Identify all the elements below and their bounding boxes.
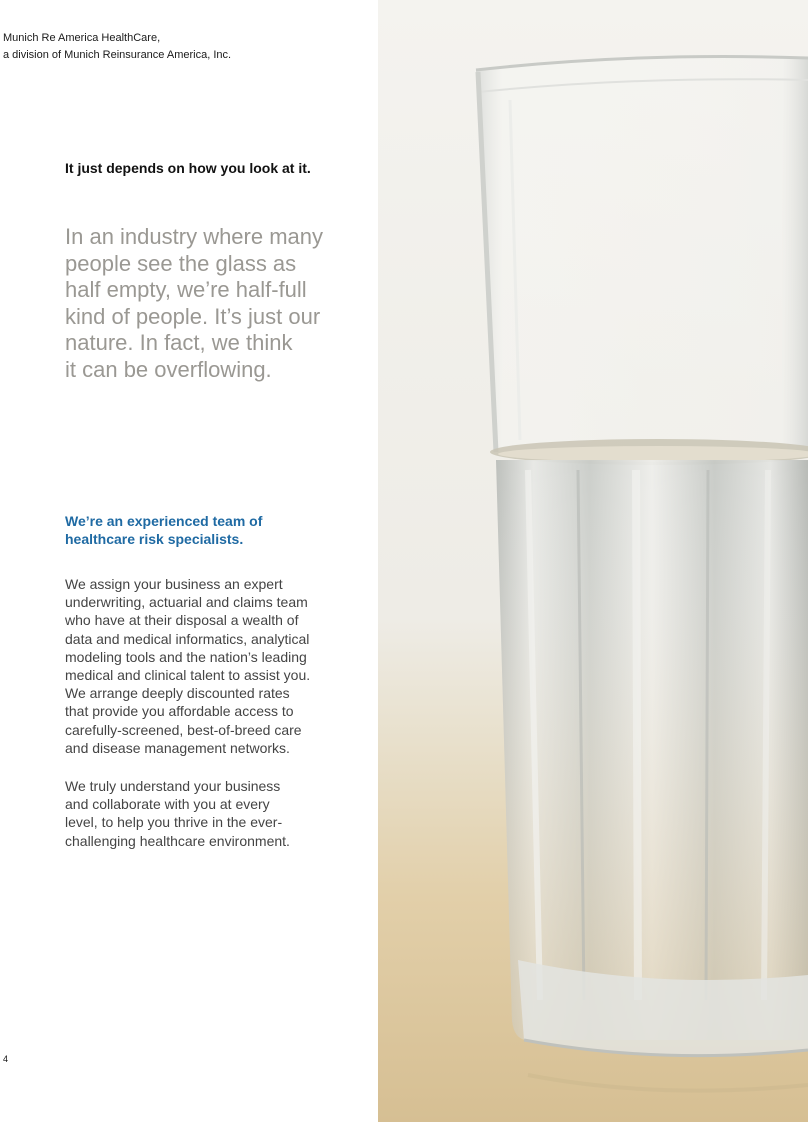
body-paragraph-2	[65, 777, 365, 850]
glass-of-water-image	[378, 0, 808, 1122]
glass-illustration	[378, 0, 808, 1122]
body-line: data and medical informatics, analytical	[65, 630, 310, 647]
lead-line: people see the glass as	[65, 250, 297, 276]
body-line: challenging healthcare environment.	[65, 832, 290, 849]
body-line: level, to help you thrive in the ever-	[65, 814, 283, 831]
lead-line: nature. In fact, we think	[65, 330, 293, 355]
body-line: We truly understand your business	[65, 778, 281, 794]
section-subheading	[65, 512, 262, 548]
body-line: We assign your business an expert	[65, 576, 283, 592]
company-name: Munich Re America HealthCare,	[3, 32, 161, 44]
lead-line: half empty, we’re half-full	[65, 277, 307, 302]
lead-line: kind of people. It’s just our	[65, 303, 321, 329]
page-number: 4	[3, 1054, 9, 1064]
body-line: who have at their disposal a wealth of	[65, 612, 299, 629]
lead-line: it can be overflowing.	[65, 356, 272, 382]
body-line: medical and clinical talent to assist you.	[65, 667, 311, 684]
subhead-line: We’re an experienced team of	[65, 513, 263, 529]
subhead-line: healthcare risk specialists.	[65, 531, 244, 547]
body-line: that provide you affordable access to	[65, 703, 294, 720]
lead-line: In an industry where many	[65, 224, 324, 249]
body-line: carefully-screened, best-of-breed care	[65, 721, 302, 738]
lead-paragraph	[65, 224, 365, 383]
tagline-heading: It just depends on how you look at it.	[65, 160, 311, 176]
body-line: modeling tools and the nation’s leading	[65, 648, 307, 665]
body-line: We arrange deeply discounted rates	[65, 685, 290, 702]
division-name: a division of Munich Reinsurance America, Inc.	[3, 49, 232, 61]
body-line: and disease management networks.	[65, 739, 290, 756]
body-line: underwriting, actuarial and claims team	[65, 594, 308, 611]
body-line: and collaborate with you at every	[65, 796, 270, 813]
publisher-header	[3, 30, 231, 64]
body-paragraph-1	[65, 575, 365, 757]
